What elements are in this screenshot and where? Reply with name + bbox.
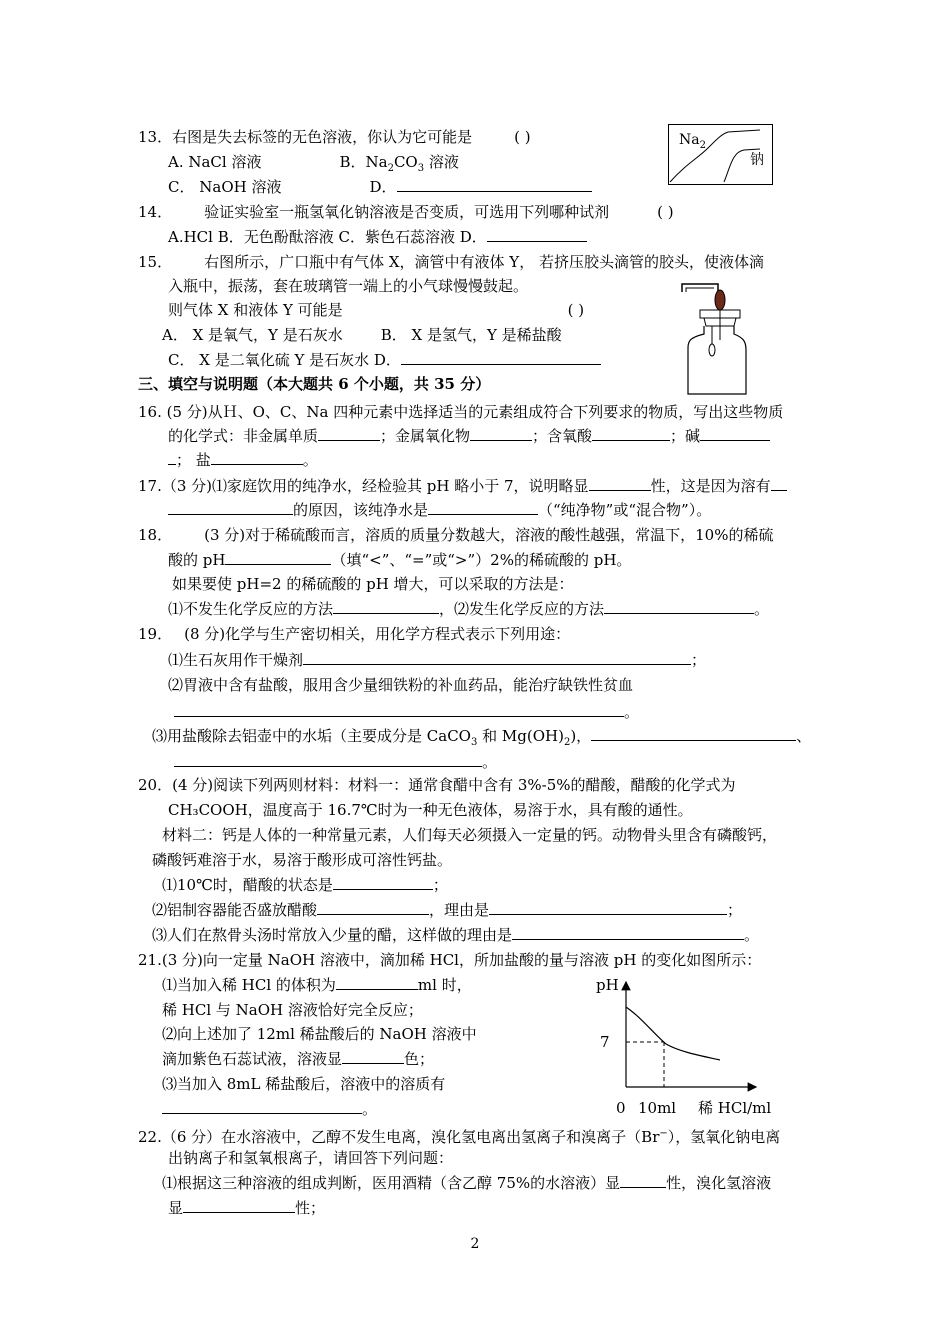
q20-line3: 材料二：钙是人体的一种常量元素，人们每天必须摄入一定量的钙。动物骨头里含有磷酸钙， bbox=[162, 826, 778, 844]
ph-curve-graph bbox=[596, 976, 766, 1094]
q14-text: 验证实验室一瓶氢氧化钠溶液是否变质，可选用下列哪种试剂 bbox=[204, 203, 610, 221]
q15-options-ab: A． X 是氧气，Y 是石灰水 B． X 是氢气，Y 是稀盐酸 bbox=[162, 326, 562, 344]
q19-line4: 。 bbox=[174, 702, 639, 722]
graph-y-tick-7: 7 bbox=[600, 1033, 610, 1051]
q14-options-text: A.HCl B．无色酚酞溶液 C．紫色石蕊溶液 D． bbox=[168, 228, 487, 246]
q16-line1: 16. (5 分)从Ｈ、O、C、Na 四种元素中选择适当的元素组成符合下列要求的物质，写出这些物质 bbox=[138, 403, 784, 421]
q13-blank[interactable] bbox=[397, 177, 592, 192]
graph-x-tick-10: 10ml bbox=[638, 1099, 677, 1117]
q19-line6: 。 bbox=[174, 752, 497, 772]
q21-line7: 。 bbox=[162, 1099, 377, 1119]
q13-option-a: A. NaCl 溶液 bbox=[168, 153, 262, 171]
q18-blank-physical[interactable] bbox=[333, 599, 439, 614]
q16-line3: ； 盐 。 bbox=[168, 450, 318, 470]
q19-line5: ⑶用盐酸除去铝壶中的水垢（主要成分是 CaCO$_3$ 和 $Mg(OH)_2$)， 、 bbox=[152, 727, 812, 748]
q20-line1: 20．(4 分)阅读下列两则材料：材料一：通常食醋中含有 3%-5%的醋酸，醋酸的化学式为 bbox=[138, 776, 736, 794]
q13-option-b: B．$Na_2CO_3$ 溶液 bbox=[339, 153, 459, 174]
q21-blank-volume[interactable] bbox=[336, 975, 418, 990]
q18-line1: 18． (3 分)对于稀硫酸而言，溶质的质量分数越大，溶液的酸性越强，常温下，10%的稀硫 bbox=[138, 526, 774, 544]
q19-blank-iron[interactable] bbox=[174, 702, 624, 717]
q14-line bbox=[138, 202, 674, 222]
q13-option-c: C． NaOH 溶液 bbox=[168, 178, 282, 196]
ph-curve bbox=[626, 1007, 720, 1060]
q20-line7: ⑶人们在熬骨头汤时常放入少量的醋，这样做的理由是 。 bbox=[152, 926, 760, 944]
label-na-text: $Na_2$ bbox=[679, 132, 706, 151]
q16-blank-salt[interactable] bbox=[211, 450, 303, 465]
graph-origin: 0 bbox=[616, 1099, 626, 1117]
q20-line6: ⑵铝制容器能否盛放醋酸 ，理由是 ； bbox=[152, 901, 743, 919]
q22-blank-hbr[interactable] bbox=[183, 1198, 295, 1213]
q21-blank-color[interactable] bbox=[342, 1049, 404, 1064]
q20-blank-reason[interactable] bbox=[489, 900, 727, 915]
q16-blank-base-cont[interactable] bbox=[168, 450, 176, 465]
q16-blank-nonmetal[interactable] bbox=[318, 426, 380, 441]
q18-blank-chemical[interactable] bbox=[604, 599, 754, 614]
wide-mouth-bottle bbox=[688, 326, 746, 394]
q18-line2: 酸的 pH （填“<”、“=”或“>”）2%的稀硫酸的 pH。 bbox=[168, 551, 632, 569]
q22-line2: 出钠离子和氢氧根离子，请回答下列问题： bbox=[168, 1149, 454, 1167]
q16-blank-metal-oxide[interactable] bbox=[470, 426, 532, 441]
q15-line1: 15． 右图所示，广口瓶中有气体 X，滴管中有液体 Y， 若挤压胶头滴管的胶头，使液体滴 bbox=[138, 253, 764, 271]
q19-blank-mgoh2[interactable] bbox=[174, 752, 482, 767]
q20-blank-container[interactable] bbox=[317, 900, 429, 915]
q14-options bbox=[168, 227, 587, 247]
q17-line1: 17.（3 分)⑴家庭饮用的纯净水，经检验其 pH 略小于 7，说明略显 性，这是因为溶有 bbox=[138, 476, 787, 496]
page-number: 2 bbox=[470, 1236, 480, 1252]
q20-line5: ⑴10℃时，醋酸的状态是 ； bbox=[162, 876, 448, 894]
q21-line4: ⑵向上述加了 12ml 稀盐酸后的 NaOH 溶液中 bbox=[162, 1025, 477, 1043]
q18-line4: ⑴不发生化学反应的方法 ，⑵发生化学反应的方法 。 bbox=[168, 600, 770, 618]
q13-number: 13． bbox=[138, 128, 173, 146]
q15-options-cd: C． X 是二氧化硫 Y 是石灰水 D． bbox=[168, 350, 601, 370]
q15-line2: 入瓶中，振荡，套在玻璃管一端上的小气球慢慢鼓起。 bbox=[168, 277, 529, 295]
q22-line1: 22.（6 分）在水溶液中，乙醇不发生电离，溴化氢电离出氢离子和溴离子（Br−），氢氧化钠电离 bbox=[138, 1128, 781, 1146]
q13-line bbox=[138, 127, 531, 147]
q20-line4: 磷酸钙难溶于水，易溶于酸形成可溶性钙盐。 bbox=[152, 851, 453, 869]
flask-dropper-figure bbox=[678, 270, 758, 398]
q16-line2: 的化学式：非金属单质 ；金属氧化物 ；含氧酸 ；碱 bbox=[168, 426, 770, 446]
q21-blank-solutes[interactable] bbox=[162, 1099, 362, 1114]
label-sodium-char: 钠 bbox=[750, 152, 764, 168]
q20-blank-state[interactable] bbox=[333, 875, 433, 890]
q17-blank-cause[interactable] bbox=[771, 476, 787, 491]
q19-blank-quicklime[interactable] bbox=[303, 650, 691, 665]
q13-options-ab bbox=[168, 152, 459, 179]
q16-blank-oxyacid[interactable] bbox=[592, 426, 670, 441]
q21-line6: ⑶当加入 8mL 稀盐酸后，溶液中的溶质有 bbox=[162, 1075, 446, 1093]
q13-option-d: D． bbox=[369, 178, 397, 196]
balloon bbox=[709, 344, 715, 356]
q14-number: 14． bbox=[138, 203, 173, 221]
q21-line3: 稀 HCl 与 NaOH 溶液恰好完全反应； bbox=[162, 1001, 423, 1019]
q19-blank-caco3[interactable] bbox=[591, 726, 796, 741]
q13-paren: ( ) bbox=[514, 128, 531, 146]
q22-line4: 显 性； bbox=[168, 1199, 326, 1217]
q19-line3: ⑵胃液中含有盐酸，服用含少量细铁粉的补血药品，能治疗缺铁性贫血 bbox=[168, 676, 634, 694]
q17-blank-property[interactable] bbox=[589, 476, 651, 491]
q15-paren: ( ) bbox=[567, 301, 585, 319]
q13-text: 右图是失去标签的无色溶液，你认为它可能是 bbox=[172, 128, 473, 146]
q14-blank[interactable] bbox=[487, 227, 587, 242]
q22-blank-alcohol[interactable] bbox=[620, 1173, 666, 1188]
q17-line2: 的原因，该纯净水是 （“纯净物”或“混合物”）。 bbox=[168, 500, 711, 520]
q17-blank-type[interactable] bbox=[428, 500, 538, 515]
graph-y-label: pH bbox=[596, 976, 619, 994]
q14-paren: ( ) bbox=[657, 203, 674, 221]
section3-heading: 三、填空与说明题（本大题共 6 个小题，共 35 分） bbox=[138, 375, 491, 393]
q21-line1: 21.(3 分)向一定量 NaOH 溶液中，滴加稀 HCl，所加盐酸的量与溶液 pH 的变化如图所示： bbox=[138, 951, 762, 969]
q17-blank-cause-cont[interactable] bbox=[168, 500, 293, 515]
q16-blank-base[interactable] bbox=[700, 426, 770, 441]
q21-line2: ⑴当加入稀 HCl 的体积为 ml 时， bbox=[162, 976, 472, 994]
graph-x-label: 稀 HCl/ml bbox=[698, 1099, 772, 1117]
q20-line2: CH₃COOH，温度高于 16.7℃时为一种无色液体，易溶于水，具有酸的通性。 bbox=[168, 801, 693, 819]
dropper-bulb bbox=[715, 290, 725, 310]
q18-blank-compare[interactable] bbox=[225, 550, 331, 565]
q20-blank-vinegar[interactable] bbox=[512, 925, 744, 940]
q19-line2: ⑴生石灰用作干燥剂 ； bbox=[168, 651, 707, 669]
q21-line5: 滴加紫色石蕊试液，溶液显 色； bbox=[162, 1050, 435, 1068]
q13-options-cd bbox=[168, 177, 592, 197]
q19-line1: 19． (8 分)化学与生产密切相关，用化学方程式表示下列用途： bbox=[138, 625, 571, 643]
q22-line3: ⑴根据这三种溶液的组成判断，医用酒精（含乙醇 75%的水溶液）显 性，溴化氢溶液 bbox=[162, 1174, 772, 1192]
q15-blank[interactable] bbox=[401, 350, 601, 365]
q15-line3: 则气体 X 和液体 Y 可能是 ( ) bbox=[168, 301, 585, 319]
q18-line3: 如果要使 pH=2 的稀硫酸的 pH 增大，可以采取的方法是： bbox=[172, 575, 574, 593]
